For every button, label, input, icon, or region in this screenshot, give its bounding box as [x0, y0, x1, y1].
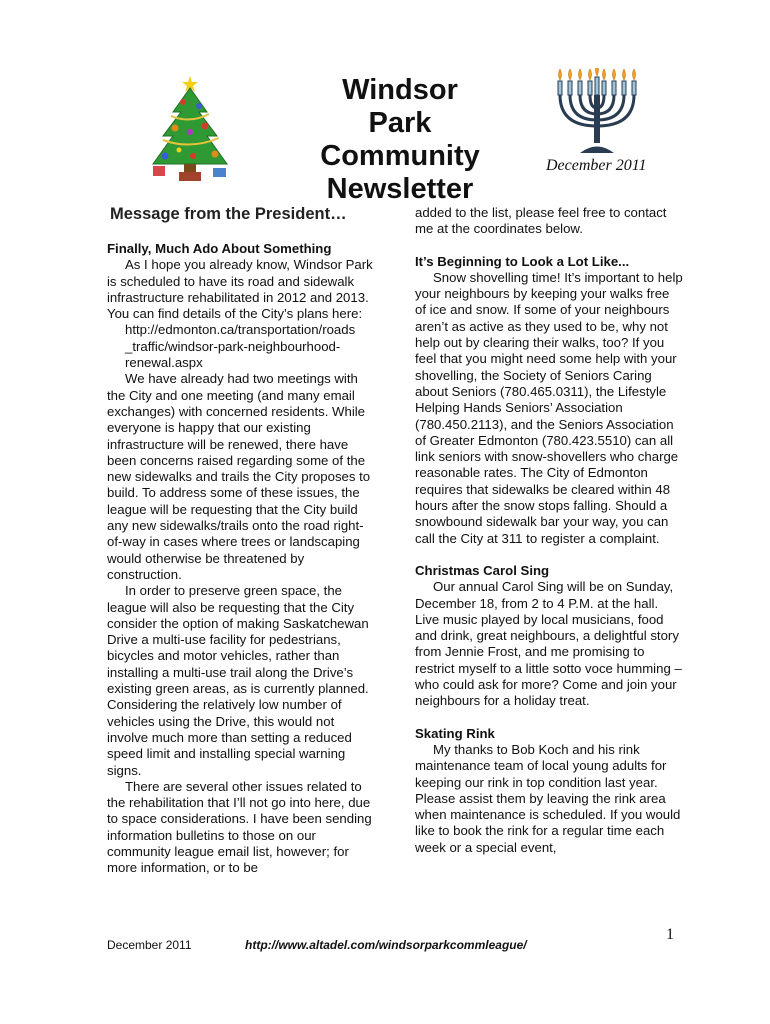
page-number: 1: [666, 926, 674, 943]
title-line-2: Park: [368, 107, 432, 139]
footer-url[interactable]: http://www.altadel.com/windsorparkcommleague/: [245, 938, 527, 952]
snow-heading: It’s Beginning to Look a Lot Like...: [415, 253, 630, 269]
right-column: [415, 205, 683, 856]
paragraph-2: We have already had two meetings with the City and one meeting (and many email exchanges) with concerned residents. While everyone is happy that our existing infrastructure will be renewed, there have been concerns raised regarding some of the new sidewalks and trails the City proposes to build. To address some of these issues, the league will be requesting that the City build any new sidewalks/trails onto the road right-of-way in cases where trees or landscaping would otherwise be threatened by construction.: [107, 371, 371, 582]
rink-body: My thanks to Bob Koch and his rink maintenance team of local young adults for keeping our rink in top condition last year. Please assist them by leaving the rink area when maintenance is scheduled. If you would like to book the rink for a regular time each week or a special event,: [415, 741, 681, 855]
paragraph-1: As I hope you already know, Windsor Park is scheduled to have its road and sidewalk infrastructure rehabilitated in 2012 and 2013. You can find details of the City’s plans here:: [107, 257, 373, 322]
continued-text: added to the list, please feel free to contact me at the coordinates below.: [415, 205, 667, 237]
snow-body: Snow shovelling time! It’s important to help your neighbours by keeping your walks free of ice and snow. If some of your neighbours aren’t as active as they used to be, why not help out by clearing their walks, too? If you feel that you might need some help with your shovelling, the Society of Seniors Caring about Seniors (780.465.0311), the Lifestyle Helping Hands Seniors’ Association (780.450.2113), and the Seniors Association of Greater Edmonton (780.423.5510) can all link seniors with snow-shovellers who charge reasonable rates. The City of Edmonton requires that sidewalks be cleared within 48 hours after the snow stops falling. Should a snowbound sidewalk bar your way, you can call the City at 311 to register a complaint.: [415, 269, 683, 546]
carol-body: Our annual Carol Sing will be on Sunday, December 18, from 2 to 4 P.M. at the hall. Live music played by local musicians, food and drink, great neighbours, a delightful story from Jennie Frost, and me promising to restrict myself to a little sotto voce humming – who could ask for more? Come and join your neighbours for a holiday treat.: [415, 579, 682, 709]
footer-date: December 2011: [107, 938, 192, 952]
title-line-4: Newsletter: [326, 173, 474, 205]
menorah-icon: [552, 68, 642, 156]
paragraph-3: In order to preserve green space, the league will also be requesting that the City consider the option of making Saskatchewan Drive a multi-use facility for pedestrians, bicycles and motor vehicles, rather than installing a multi-use trail along the Drive’s existing green areas, as is currently planned. Considering the relatively low number of vehicles using the Drive, this would not involve much more than setting a reduced speed limit and installing special warning signs.: [107, 583, 369, 778]
title-line-3: Community: [320, 140, 480, 172]
title-line-1: Windsor: [342, 74, 458, 106]
plans-link: http://edmonton.ca/transportation/roads _traffic/windsor-park-neighbourhood- renewal.aspx: [125, 322, 356, 371]
christmas-tree-icon: [143, 72, 238, 187]
carol-heading: Christmas Carol Sing: [415, 562, 550, 578]
newsletter-title: [300, 74, 500, 206]
message-heading: Message from the President…: [110, 205, 347, 223]
issue-date: December 2011: [546, 157, 647, 174]
article-heading: Finally, Much Ado About Something: [107, 241, 332, 256]
left-column: [107, 241, 375, 877]
rink-heading: Skating Rink: [415, 725, 495, 741]
paragraph-4: There are several other issues related to the rehabilitation that I’ll not go into here, due to space considerations. I have been sending information bulletins to those on our community league email list, however; for more information, or to be: [107, 778, 372, 876]
